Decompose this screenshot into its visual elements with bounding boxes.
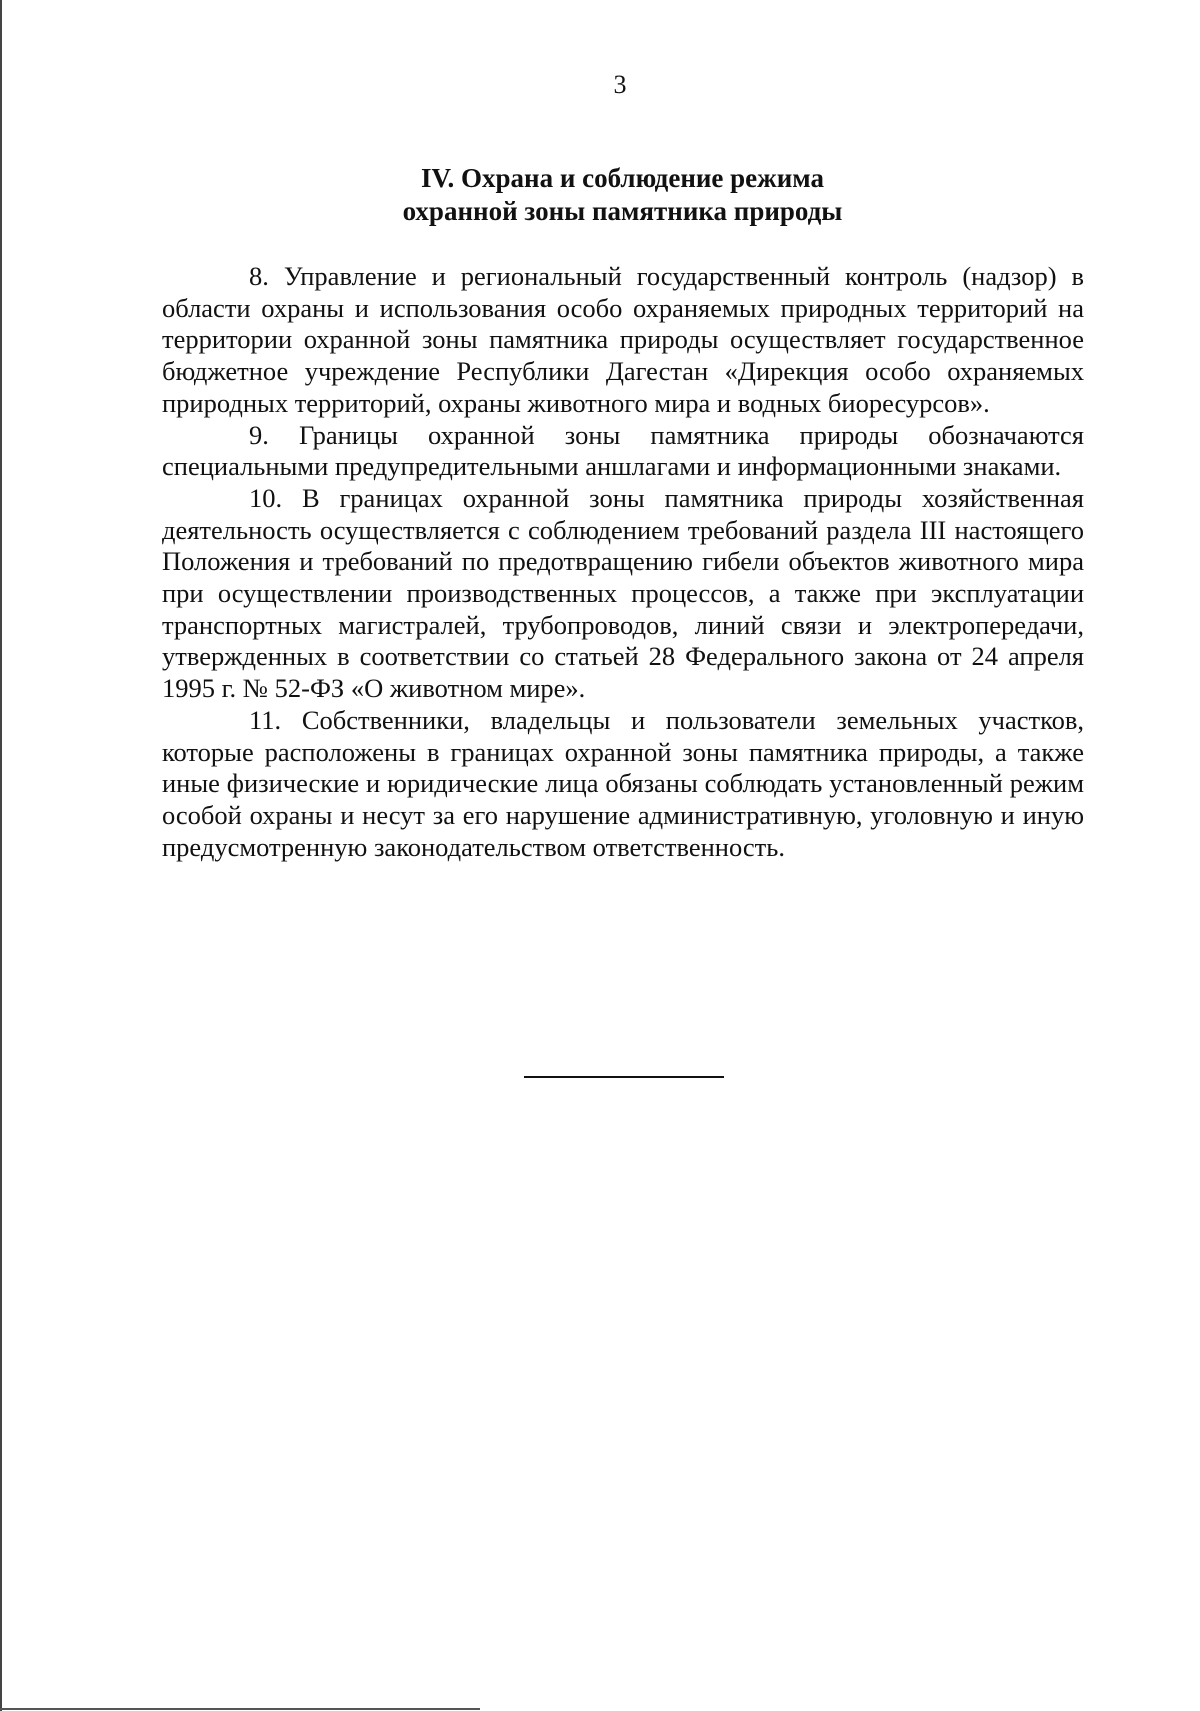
section-heading-line-1: IV. Охрана и соблюдение режима <box>420 163 825 193</box>
paragraph-10: 10. В границах охранной зоны памятника природы хозяйственная деятельность осуществляется с соблюдением требований раздела III настоящего Положения и требований по предотвращению гибели объектов животного мира при осуществлении производственных процессов, а также при эксплуатации транспортных магистралей, трубопроводов, линий связи и электропередачи, утвержденных в соответствии со статьей 28 Федерального закона от 24 апреля 1995 г. № 52-ФЗ «О животном мире». <box>162 482 1084 704</box>
paragraph-11: 11. Собственники, владельцы и пользователи земельных участков, которые расположены в границах охранной зоны памятника природы, а также иные физические и юридические лица обязаны соблюдать установленный режим особой охраны и несут за его нарушение административную, уголовную и иную предусмотренную законодательством ответственность. <box>162 704 1084 862</box>
end-of-document-rule <box>524 1076 724 1078</box>
paragraph-8: 8. Управление и региональный государственный контроль (надзор) в области охраны и использования особо охраняемых природных территорий на территории охранной зоны памятника природы осуществляет государственное бюджетное учреждение Республики Дагестан «Дирекция особо охраняемых природных территорий, охраны животного мира и водных биоресурсов». <box>162 261 1084 418</box>
section-heading-line-2: охранной зоны памятника природы <box>402 196 843 226</box>
section-heading <box>150 162 1095 228</box>
document-body <box>162 261 1084 863</box>
scan-bottom-edge <box>0 1708 480 1710</box>
paragraph-9: 9. Границы охранной зоны памятника природы обозначаются специальными предупредительными аншлагами и информационными знаками. <box>162 419 1084 482</box>
page-number: 3 <box>613 70 627 99</box>
scan-left-edge <box>0 0 2 1711</box>
